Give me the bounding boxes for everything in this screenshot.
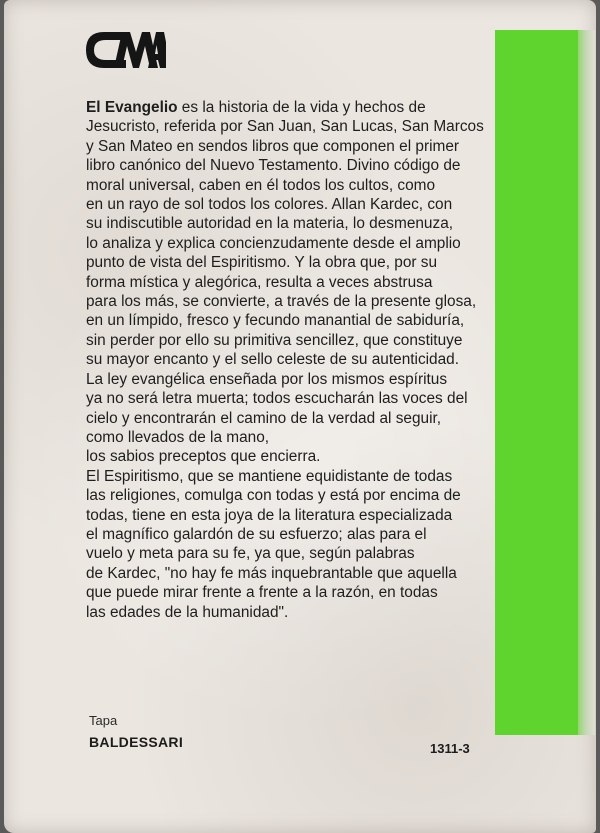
blurb-line: moral universal, caben en él todos los cultos, como (86, 176, 436, 194)
book-back-cover (4, 0, 596, 833)
publisher-logo (86, 30, 166, 70)
blurb-lead-title: El Evangelio (86, 99, 178, 116)
catalog-code: 1311-3 (430, 741, 470, 756)
blurb-line: su mayor encanto y el sello celeste de su autenticidad. (86, 351, 460, 369)
blurb-line: cielo y encontrarán el camino de la verdad al seguir, (86, 409, 442, 427)
blurb-line: el magnífico galardón de su esfuerzo; alas para el (86, 525, 427, 543)
blurb-line: El Espiritismo, que se mantiene equidistante de todas (86, 467, 453, 485)
blurb-line: las edades de la humanidad". (86, 603, 289, 621)
blurb-line: es la historia de la vida y hechos de (177, 99, 426, 116)
blurb-line: los sabios preceptos que encierra. (86, 448, 321, 466)
worn-spine-edge (578, 30, 595, 735)
blurb-line: su indiscutible autoridad en la materia, lo desmenuza, (86, 215, 454, 233)
blurb-line: sin perder por ello su primitiva sencillez, que constituye (86, 331, 463, 349)
blurb-line: como llevados de la mano, (86, 428, 270, 446)
blurb-line: libro canónico del Nuevo Testamento. Divino código de (86, 157, 461, 175)
blurb-paragraph-2 (86, 467, 511, 622)
blurb-line: para los más, se convierte, a través de la presente glosa, (86, 293, 477, 311)
cover-designer-name: BALDESSARI (89, 734, 184, 750)
blurb-line: La ley evangélica enseñada por los mismos espíritus (86, 370, 448, 388)
blurb-line: y San Mateo en sendos libros que componen el primer (86, 137, 460, 155)
blurb-line: ya no será letra muerta; todos escucharán las voces del (86, 390, 468, 408)
blurb-text (86, 98, 511, 622)
blurb-line: en un límpido, fresco y fecundo manantial de sabiduría, (86, 312, 465, 330)
blurb-line: lo analiza y explica concienzudamente desde el amplio (86, 234, 461, 252)
blurb-line: punto de vista del Espiritismo. Y la obra que, por su (86, 254, 438, 272)
blurb-line: en un rayo de sol todos los colores. Allan Kardec, con (86, 196, 453, 214)
blurb-line: Jesucristo, referida por San Juan, San Lucas, San Marcos (86, 118, 484, 136)
blurb-paragraph-1 (86, 98, 511, 467)
blurb-line: forma mística y alegórica, resulta a veces abstrusa (86, 273, 433, 291)
cover-credit-label: Tapa (89, 713, 118, 728)
blurb-line: vuelo y meta para su fe, ya que, según palabras (86, 545, 415, 563)
blurb-line: que puede mirar frente a frente a la razón, en todas (86, 584, 438, 602)
blurb-line: las religiones, comulga con todas y está por encima de (86, 487, 461, 505)
blurb-line: todas, tiene en esta joya de la literatura especializada (86, 506, 453, 524)
blurb-line: de Kardec, "no hay fe más inquebrantable que aquella (86, 564, 457, 582)
